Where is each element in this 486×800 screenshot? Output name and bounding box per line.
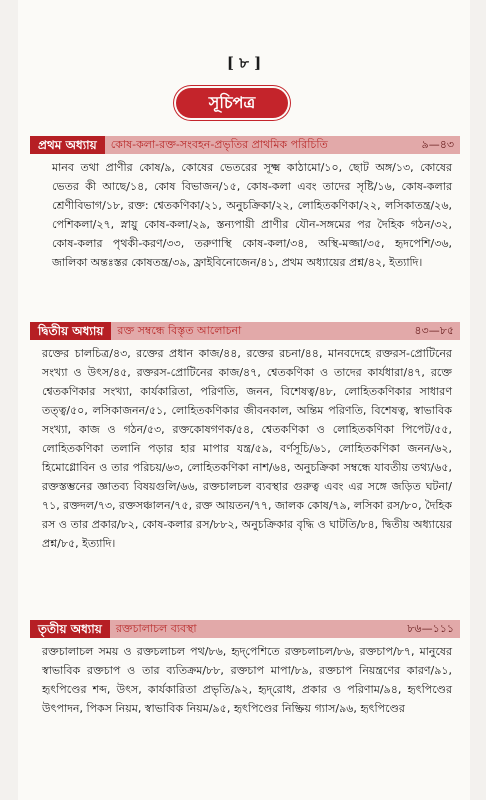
chapter-1-title: কোষ-কলা-রক্ত-সংবহন-প্রভৃতির প্রাথমিক পরিচিতি — [105, 136, 416, 154]
chapter-2-pages: ৪৩—৮৫ — [408, 322, 460, 340]
toc-title: সূচিপত্র — [208, 92, 256, 112]
chapter-2-label: দ্বিতীয় অধ্যায় — [30, 322, 111, 340]
toc-title-badge — [176, 88, 288, 118]
chapter-2-contents: রক্তের চালচিত্র/৪৩, রক্তের প্রধান কাজ/৪৪, রক্তের রচনা/৪৪, মানবদেহে রক্তরস-প্রোটিনের সংখ্যা ও উৎস/৪৫, রক্তরস-প্রোটিনের কাজ/৪৭, শ্বেতকণিকা ও তাদের কার্যধারা/৪৭, রক্তে শ্বেতকণিকার সংখ্যা, কার্যকারিতা, পরিণতি, জনন, বিশেষত্ব/৪৮, লোহিতকণিকার সাধারণ তত্ত্ব/৫০, লসিকাজনন/৫১, লোহিতকণিকার জীবনকাল, অন্তিম পরিণতি, বিশেষত্ব, স্বাভাবিক সংখ্যা, কাজ ও গঠন/৫৩, রক্তকোষগণক/৫৪, শ্বেতকণিকা ও লোহিতকণিকা পিপেট/৫৫, লোহিতকণিকা তলানি পড়ার হার মাপার যন্ত্র/৫৯, বর্ণসূচি/৬১, লোহিতকণিকা জনন/৬২, হিমোগ্লোবিন ও তার পরিচয়/৬৩, লোহিতকণিকা নাশ/৬৪, অনুচক্রিকা সম্বন্ধে যাবতীয় তথ্য/৬৫, রক্তস্তম্ভনের জ্ঞাতব্য বিষয়গুলি/৬৬, রক্তচালচল ব্যবস্থার গুরুত্ব এবং এর সঙ্গে জড়িত ঘটনা/৭১, রক্তদল/৭৩, রক্তসঞ্চালন/৭৫, রক্ত আয়তন/৭৭, জালক কোষ/৭৯, লসিকা রস/৮০, দৈহিক রস ও তার প্রকার/৮২, কোষ-কলার রস/৮৮২, অনুচক্রিকার বৃদ্ধি ও ঘাটতি/৮৪, দ্বিতীয় অধ্যায়ের প্রশ্ন/৮৫, ইত্যাদি। — [42, 347, 452, 550]
document-page — [18, 0, 470, 800]
chapter-1-contents: মানব তথা প্রাণীর কোষ/৯, কোষের ভেতরের সূক্ষ্ম কাঠামো/১০, ছোট অঙ্গ/১৩, কোষের ভেতর কী আছে/১৪, কোষ বিভাজন/১৫, কোষ-কলা এবং তাদের সৃষ্টি/১৬, কোষ-কলার শ্রেণীবিভাগ/১৮, রক্ত: শ্বেতকণিকা/২১, অনুচক্রিকা/২২, লোহিতকণিকা/২২, লসিকাতন্ত্র/২৬, পেশিকলা/২৭, স্নায়ু কোষ-কলা/২৯, স্তন্যপায়ী প্রাণীর যৌন-সঙ্গমের পর দৈহিক গঠন/৩২, কোষ-কলার পৃথকী-করণ/৩৩, তরুণাস্থি কোষ-কলা/৩৪, অস্থি-মজ্জা/৩৫, হৃদপেশি/৩৬, জালিকা অন্তঃস্তর কোষতন্ত্র/৩৯, ফ্রাইবিনোজেন/৪১, প্রথম অধ্যায়ের প্রশ্ন/৪২, ইত্যাদি। — [52, 161, 452, 269]
chapter-1-pages: ৯—৪৩ — [416, 136, 460, 154]
page-number: [ ৮ ] — [226, 54, 262, 72]
chapter-3-pages: ৮৬—১১১ — [401, 620, 460, 638]
chapter-1-header — [30, 136, 460, 154]
chapter-3-label: তৃতীয় অধ্যায় — [30, 620, 110, 638]
chapter-3-header — [30, 620, 460, 638]
chapter-2-header — [30, 322, 460, 340]
chapter-3-contents: রক্তচালাচল সময় ও রক্তচলাচল পথ/৮৬, হৃদ্‌পেশিতে রক্তচলাচল/৮৬, রক্তচাপ/৮৭, মানুষের স্বাভাবিক রক্তচাপ ও তার ব্যতিক্রম/৮৮, রক্তচাপ মাপা/৮৯, রক্তচাপ নিয়ন্ত্রণের কারণ/৯১, হৃৎপিণ্ডের শব্দ, উৎস, কার্যকারিতা প্রভৃতি/৯২, হৃদ্‌রোধ, প্রকার ও পরিণাম/৯৪, হৃৎপিণ্ডের উৎপাদন, পিকস নিয়ম, স্বাভাবিক নিয়ম/৯৫, হৃৎপিণ্ডের নিষ্ক্রিয় গ্যাস/৯৬, হৃৎপিণ্ডের — [42, 645, 452, 715]
chapter-3-title: রক্তচালাচল ব্যবস্থা — [110, 620, 401, 638]
chapter-1-label: প্রথম অধ্যায় — [30, 136, 105, 154]
chapter-2-title: রক্ত সম্বন্ধে বিস্তৃত আলোচনা — [111, 322, 408, 340]
